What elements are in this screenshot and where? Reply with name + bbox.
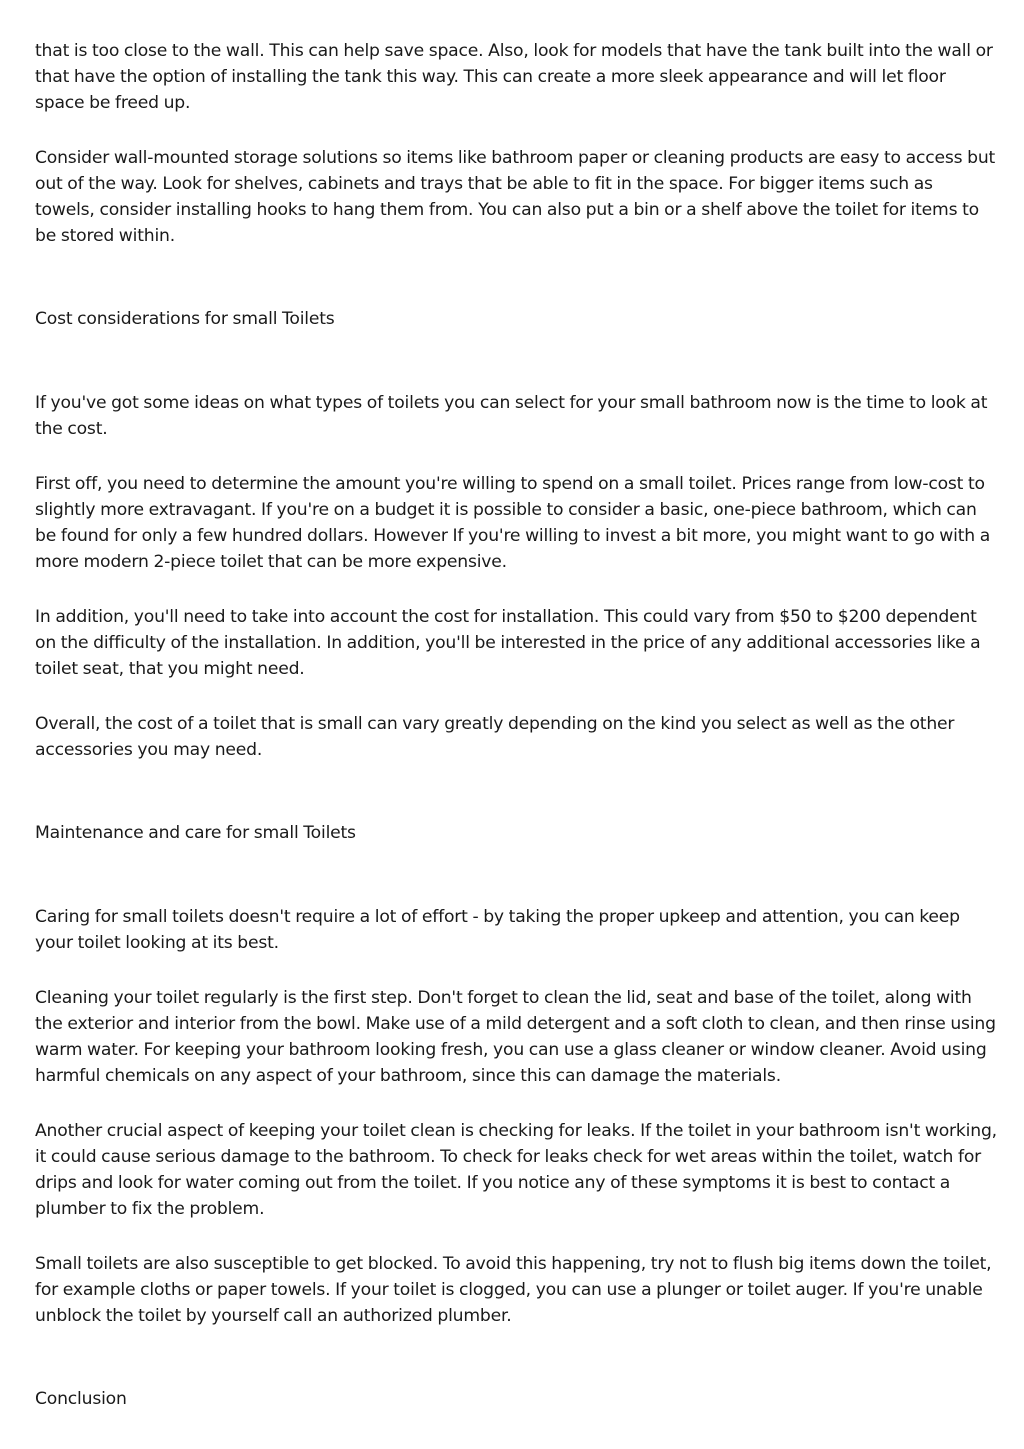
paragraph-leaks: Another crucial aspect of keeping your toilet clean is checking for leaks. If the toilet in your bathroom isn't working, it could cause serious damage to the bathroom. To check for leaks check for wet areas within the toilet, watch for drips and look for water coming out from the toilet. If you notice any of these symptoms it is best to contact a plumber to fix the problem. <box>35 1121 997 1219</box>
paragraph-care-intro: Caring for small toilets doesn't require a lot of effort - by taking the proper upkeep and attention, you can keep your toilet looking at its best. <box>35 907 960 953</box>
section-heading-maintenance: Maintenance and care for small Toilets <box>35 823 356 843</box>
paragraph-installation-cost: In addition, you'll need to take into account the cost for installation. This could vary from $50 to $200 dependent on the difficulty of the installation. In addition, you'll be interested in the price of any additional accessories like a toilet seat, that you might need. <box>35 607 981 679</box>
article-body <box>35 38 997 1412</box>
paragraph-blockage: Small toilets are also susceptible to get blocked. To avoid this happening, try not to flush big items down the toilet, for example cloths or paper towels. If your toilet is clogged, you can use a plunger or toilet auger. If you're unable unblock the toilet by yourself call an authorized plumber. <box>35 1254 992 1326</box>
section-heading-cost: Cost considerations for small Toilets <box>35 309 335 329</box>
paragraph-wall-tank: that is too close to the wall. This can help save space. Also, look for models that have the tank built into the wall or that have the option of installing the tank this way. This can create a more sleek appearance and will let floor space be freed up. <box>35 41 993 113</box>
paragraph-cleaning: Cleaning your toilet regularly is the first step. Don't forget to clean the lid, seat and base of the toilet, along with the exterior and interior from the bowl. Make use of a mild detergent and a soft cloth to clean, and then rinse using warm water. For keeping your bathroom looking fresh, you can use a glass cleaner or window cleaner. Avoid using harmful chemicals on any aspect of your bathroom, since this can damage the materials. <box>35 988 996 1086</box>
paragraph-budget: First off, you need to determine the amount you're willing to spend on a small toilet. Prices range from low-cost to slightly more extravagant. If you're on a budget it is possible to consider a basic, one-piece bathroom, which can be found for only a few hundred dollars. However If you're willing to invest a bit more, you might want to go with a more modern 2-piece toilet that can be more expensive. <box>35 474 991 572</box>
paragraph-cost-intro: If you've got some ideas on what types of toilets you can select for your small bathroom now is the time to look at the cost. <box>35 393 988 439</box>
paragraph-cost-overall: Overall, the cost of a toilet that is small can vary greatly depending on the kind you select as well as the other accessories you may need. <box>35 714 955 760</box>
section-heading-conclusion: Conclusion <box>35 1389 127 1409</box>
paragraph-storage: Consider wall-mounted storage solutions so items like bathroom paper or cleaning products are easy to access but out of the way. Look for shelves, cabinets and trays that be able to fit in the space. For bigger items such as towels, consider installing hooks to hang them from. You can also put a bin or a shelf above the toilet for items to be stored within. <box>35 148 996 246</box>
